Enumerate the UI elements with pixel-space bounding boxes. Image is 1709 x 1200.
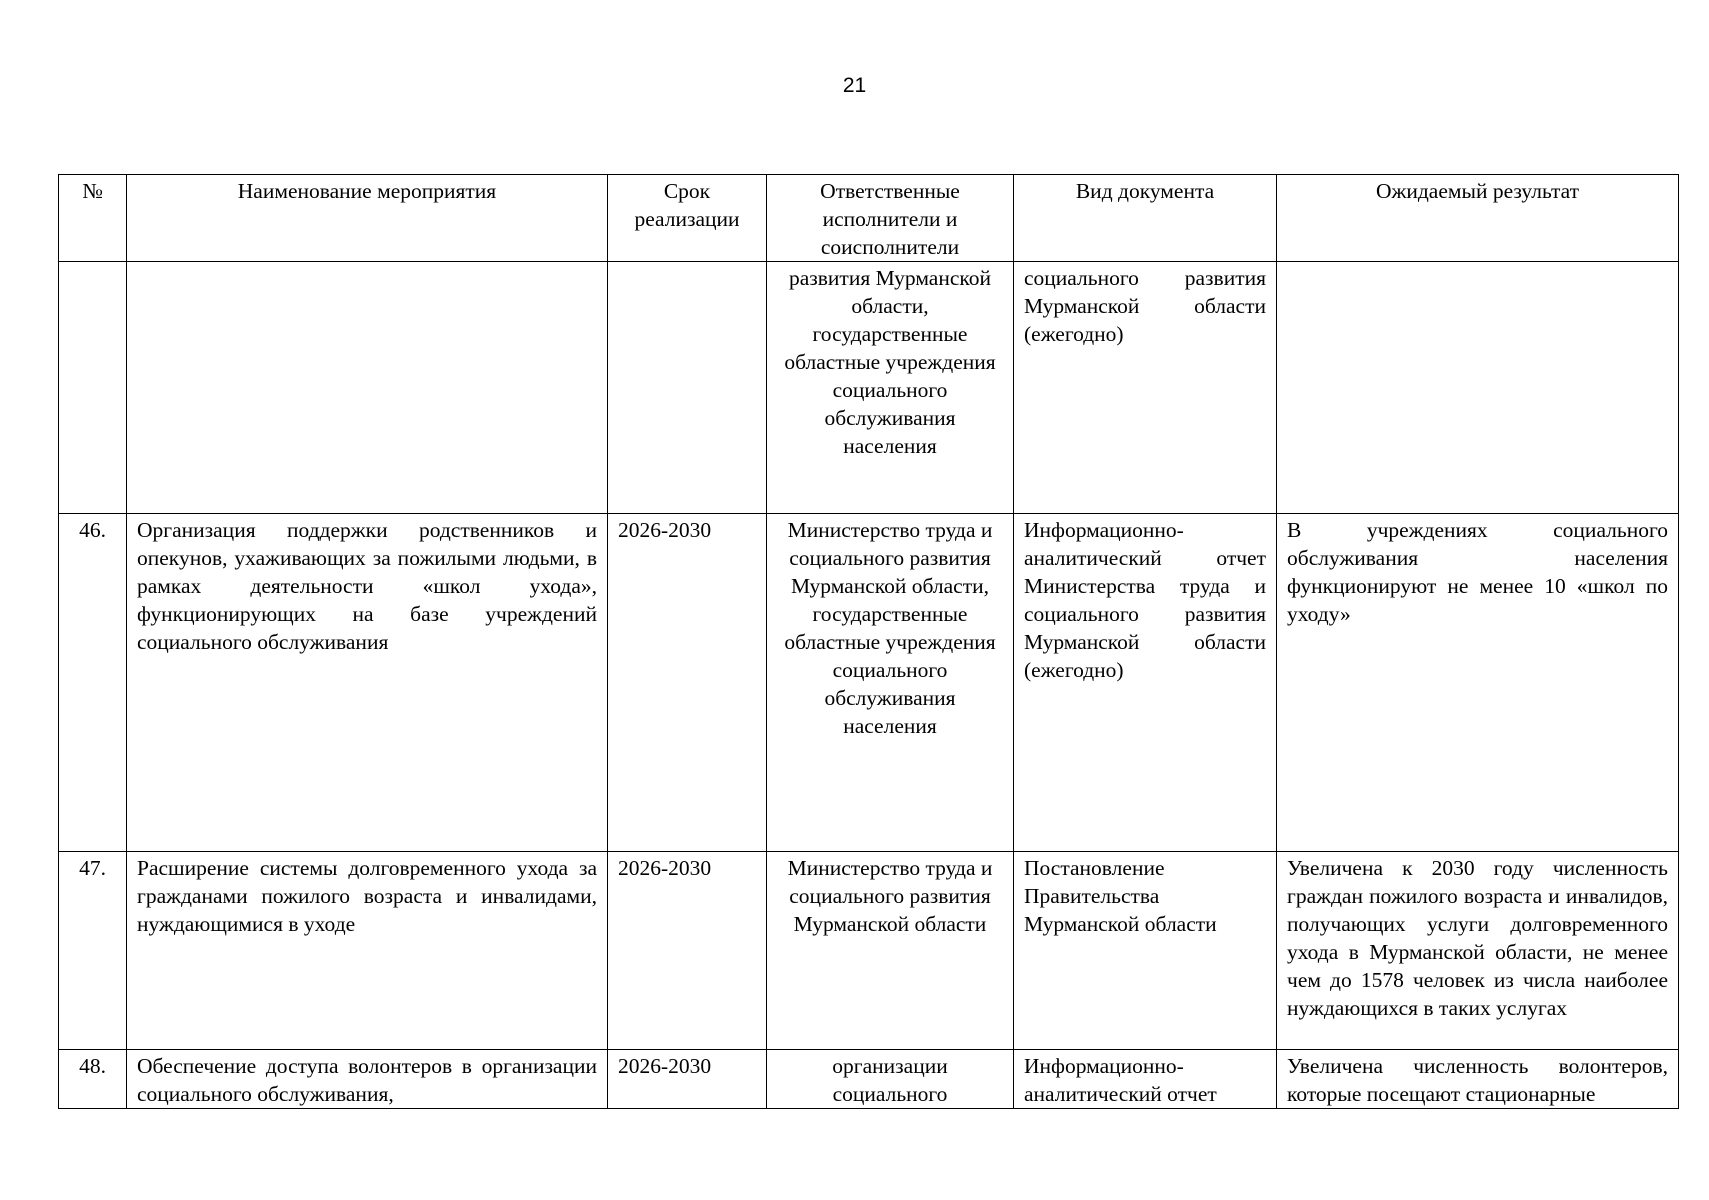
row-responsible: организации социального xyxy=(767,1050,1014,1109)
row-number xyxy=(59,262,127,514)
row-responsible: Министерство труда и социального развития Мурманской области xyxy=(767,852,1014,1050)
row-number: 48. xyxy=(59,1050,127,1109)
row-document-type: Информационно-аналитический отчет xyxy=(1014,1050,1277,1109)
header-term: Срок реализации xyxy=(608,175,767,262)
table-header-row xyxy=(59,175,1679,262)
header-responsible: Ответственные исполнители и соисполнители xyxy=(767,175,1014,262)
row-measure-name: Расширение системы долговременного ухода за гражданами пожилого возраста и инвалидами, нуждающимися в уходе xyxy=(127,852,608,1050)
row-number: 47. xyxy=(59,852,127,1050)
table-row xyxy=(59,262,1679,514)
row-term xyxy=(608,262,767,514)
row-responsible: развития Мурманской области, государственные областные учреждения социального обслуживания населения xyxy=(767,262,1014,514)
row-responsible: Министерство труда и социального развития Мурманской области, государственные областные учреждения социального обслуживания населения xyxy=(767,514,1014,852)
row-document-type: Информационно-аналитический отчет Министерства труда и социального развития Мурманской области (ежегодно) xyxy=(1014,514,1277,852)
row-measure-name: Обеспечение доступа волонтеров в организации социального обслуживания, xyxy=(127,1050,608,1109)
row-expected-result: Увеличена численность волонтеров, которые посещают стационарные xyxy=(1277,1050,1679,1109)
header-number: № xyxy=(59,175,127,262)
header-expected-result: Ожидаемый результат xyxy=(1277,175,1679,262)
row-expected-result: Увеличена к 2030 году численность граждан пожилого возраста и инвалидов, получающих услуги долговременного ухода в Мурманской области, не менее чем до 1578 человек из числа наиболее нуждающихся в таких услугах xyxy=(1277,852,1679,1050)
row-document-type: Постановление Правительства Мурманской области xyxy=(1014,852,1277,1050)
table-row xyxy=(59,1050,1679,1109)
row-term: 2026-2030 xyxy=(608,1050,767,1109)
table-row xyxy=(59,852,1679,1050)
table-row xyxy=(59,514,1679,852)
measures-table xyxy=(58,174,1679,1109)
header-document-type: Вид документа xyxy=(1014,175,1277,262)
row-document-type: социального развития Мурманской области (ежегодно) xyxy=(1014,262,1277,514)
row-term: 2026-2030 xyxy=(608,514,767,852)
header-measure-name: Наименование мероприятия xyxy=(127,175,608,262)
page-number: 21 xyxy=(842,74,867,97)
row-number: 46. xyxy=(59,514,127,852)
row-expected-result xyxy=(1277,262,1679,514)
row-measure-name xyxy=(127,262,608,514)
row-measure-name: Организация поддержки родственников и опекунов, ухаживающих за пожилыми людьми, в рамках деятельности «школ ухода», функционирующих на базе учреждений социального обслуживания xyxy=(127,514,608,852)
row-term: 2026-2030 xyxy=(608,852,767,1050)
row-expected-result: В учреждениях социального обслуживания населения функционируют не менее 10 «школ по уходу» xyxy=(1277,514,1679,852)
